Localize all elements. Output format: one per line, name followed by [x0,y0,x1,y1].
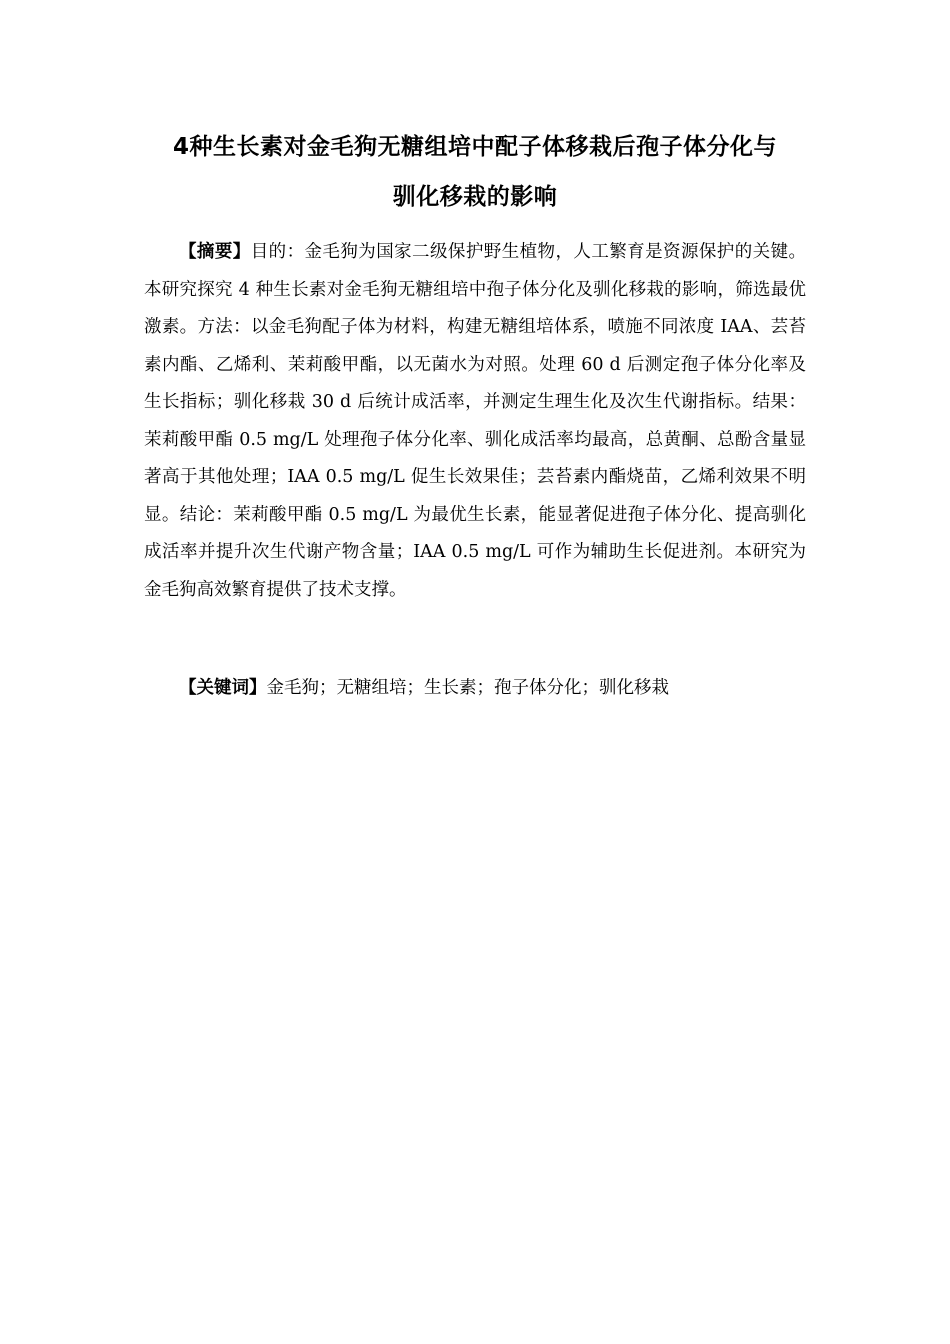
title-line-2: 驯化移栽的影响 [392,184,558,210]
abstract-label: 【摘要】 [179,242,251,262]
keywords-paragraph [144,670,806,708]
abstract-text: 目的：金毛狗为国家二级保护野生植物，人工繁育是资源保护的关键。本研究探究 4 种生长素对金毛狗无糖组培中孢子体分化及驯化移栽的影响，筛选最优激素。方法：以金毛狗配子体为材料，构建无糖组培体系，喷施不同浓度 IAA、芸苔素内酯、乙烯利、茉莉酸甲酯，以无菌水为对照。处理 60 d 后测定孢子体分化率及生长指标；驯化移栽 30 d 后统计成活率，并测定生理生化及次生代谢指标。结果：茉莉酸甲酯 0.5 mg/L 处理孢子体分化率、驯化成活率均最高，总黄酮、总酚含量显著高于其他处理；IAA 0.5 mg/L 促生长效果佳；芸苔素内酯烧苗，乙烯利效果不明显。结论：茉莉酸甲酯 0.5 mg/L 为最优生长素，能显著促进孢子体分化、提高驯化成活率并提升次生代谢产物含量；IAA 0.5 mg/L 可作为辅助生长促进剂。本研究为金毛狗高效繁育提供了技术支撑。 [144,242,807,600]
title-line-1: 4种生长素对金毛狗无糖组培中配子体移栽后孢子体分化与 [172,134,777,160]
document-title [120,122,830,222]
keywords-text: 金毛狗；无糖组培；生长素；孢子体分化；驯化移栽 [266,678,669,698]
abstract-paragraph [144,234,806,609]
keywords-label: 【关键词】 [179,678,267,698]
